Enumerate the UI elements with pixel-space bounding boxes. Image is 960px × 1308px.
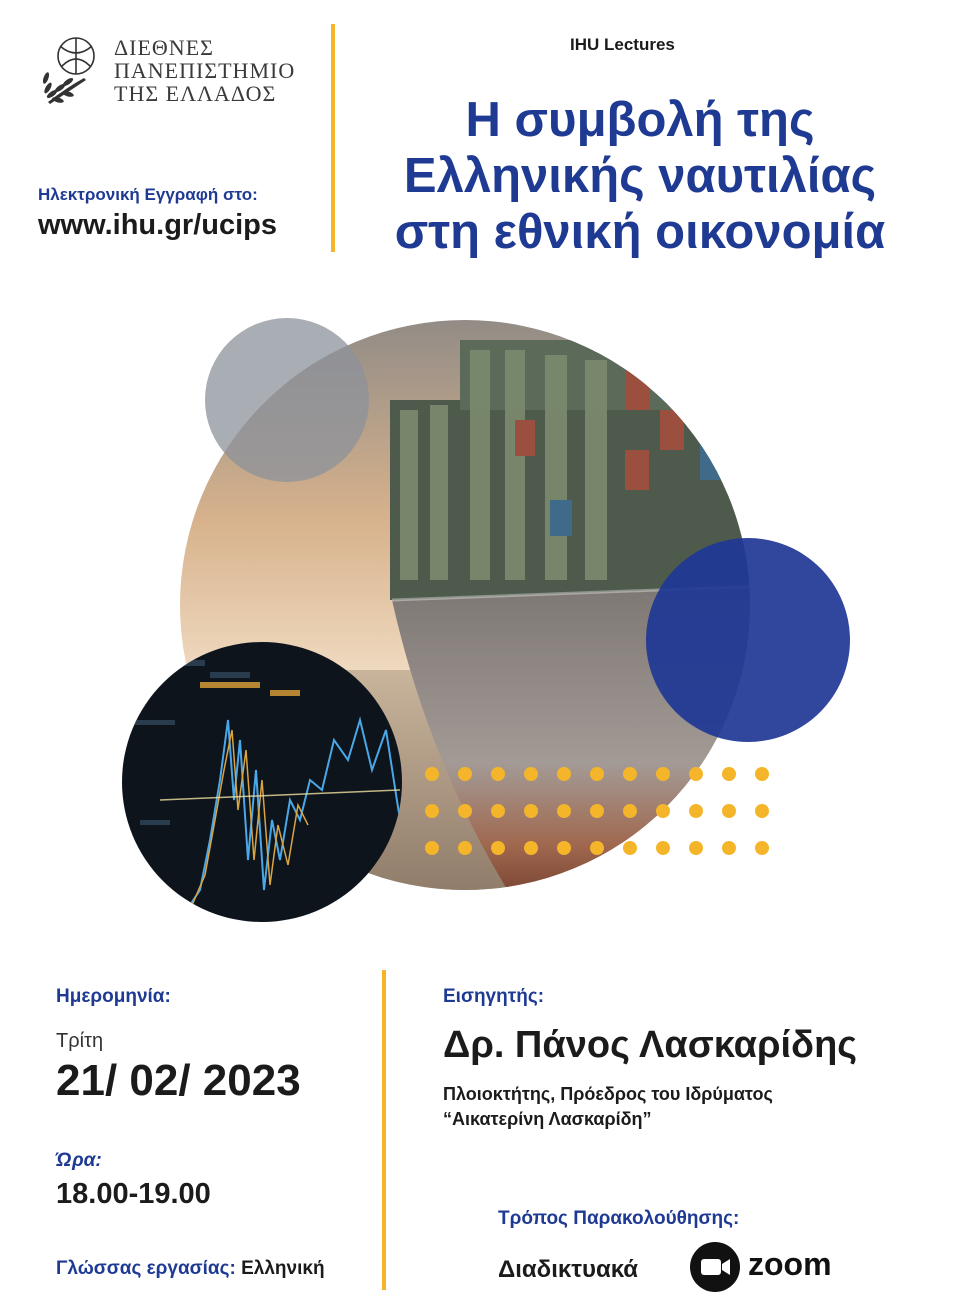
attendance-mode: Διαδικτυακά [498, 1256, 639, 1283]
attendance-label: Τρόπος Παρακολούθησης: [498, 1208, 740, 1229]
logo-line-1: ΔΙΕΘΝΕΣ [114, 35, 214, 60]
title-line-2: Ελληνικής ναυτιλίας [403, 149, 877, 203]
decor-circle-navy [646, 538, 850, 742]
university-logo [38, 30, 308, 110]
speaker-role-line-2: “Αικατερίνη Λασκαρίδη” [443, 1109, 652, 1129]
event-date: 21/ 02/ 2023 [56, 1056, 301, 1105]
olive-branch-icon [38, 30, 108, 110]
zoom-wordmark: zoom [748, 1246, 832, 1282]
registration-label: Ηλεκτρονική Εγγραφή στο: [38, 185, 258, 204]
decor-circle-grey [205, 318, 369, 482]
zoom-camera-icon [690, 1242, 740, 1292]
lecture-title [350, 92, 930, 260]
speaker-label: Εισηγητής: [443, 986, 545, 1007]
title-line-3: στη εθνική οικονομία [394, 205, 886, 259]
time-label: Ώρα: [56, 1150, 102, 1171]
series-name: IHU Lectures [570, 35, 675, 54]
divider-top [331, 24, 335, 252]
date-label: Ημερομηνία: [56, 986, 171, 1007]
title-line-1: Η συμβολή της [465, 93, 815, 147]
divider-bottom [382, 970, 386, 1290]
hero-artwork [0, 300, 960, 940]
logo-line-2: ΠΑΝΕΠΙΣΤΗΜΙΟ [114, 58, 296, 83]
speaker-role [443, 1082, 773, 1132]
language-value: Ελληνική [241, 1258, 325, 1279]
language-row [56, 1258, 325, 1280]
speaker-role-line-1: Πλοιοκτήτης, Πρόεδρος του Ιδρύματος [443, 1084, 773, 1104]
logo-line-3: ΤΗΣ ΕΛΛΑΔΟΣ [114, 81, 277, 106]
language-label: Γλώσσας εργασίας: [56, 1258, 236, 1279]
university-name [114, 36, 295, 105]
speaker-name: Δρ. Πάνος Λασκαρίδης [443, 1024, 858, 1066]
registration-url[interactable]: www.ihu.gr/ucips [38, 209, 277, 241]
event-time: 18.00-19.00 [56, 1178, 211, 1210]
event-day: Τρίτη [56, 1030, 104, 1052]
